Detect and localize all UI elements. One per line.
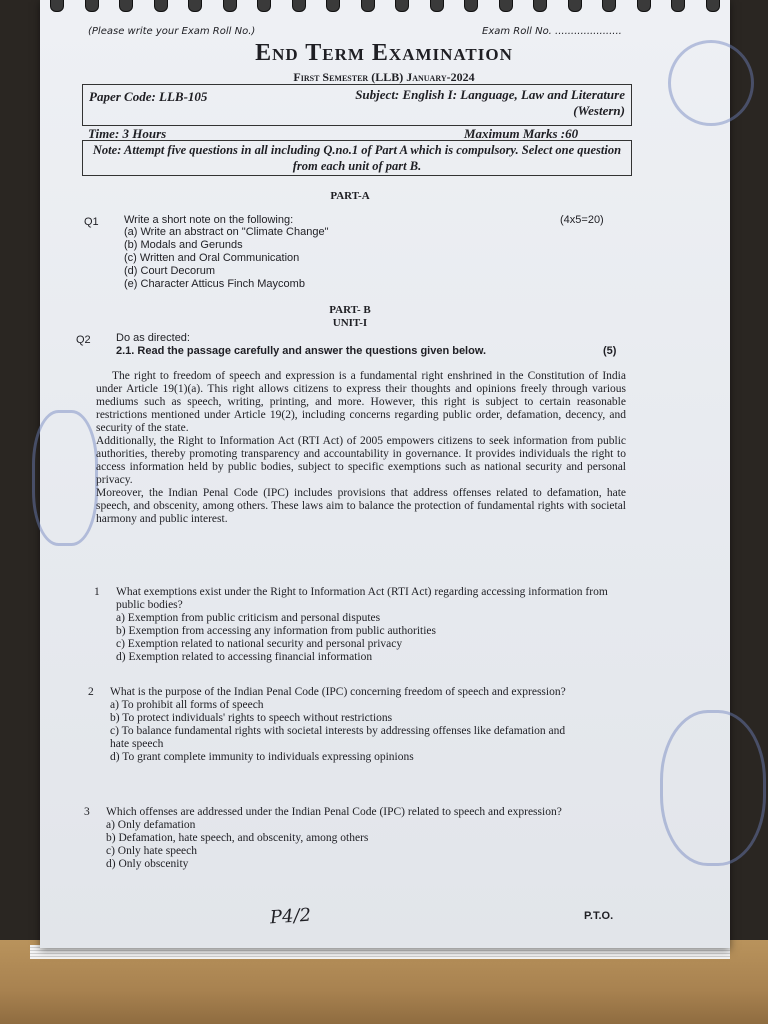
q2-directive: Do as directed: [116,332,190,344]
paper-code: Paper Code: LLB-105 [89,89,208,104]
mcq-2 [88,686,628,764]
mcq-1 [94,586,634,664]
roll-instruction: (Please write your Exam Roll No.) [88,26,256,37]
mcq-option: a) Exemption from public criticism and personal disputes [116,612,381,624]
q1-item: (d) Court Decorum [124,265,216,277]
q1-number: Q1 [84,216,99,228]
subject: Subject: English I: Language, Law and Literature (Western) [355,87,625,118]
mcq-option: a) To prohibit all forms of speech [110,699,264,711]
part-b-heading: PART- B [329,304,371,316]
mcq-option: c) Only hate speech [106,845,198,857]
mcq-option: b) To protect individuals' rights to speech without restrictions [110,712,393,724]
mcq-option: d) To grant complete immunity to individuals expressing opinions [110,751,414,763]
unit-heading: UNIT-I [332,317,368,329]
mcq-question: What exemptions exist under the Right to Information Act (RTI Act) regarding accessing information from public bodies? [116,586,608,611]
mcq-option: c) Exemption related to national security and personal privacy [116,638,403,650]
mcq-number: 1 [94,586,100,598]
maximum-marks: Maximum Marks :60 [464,126,579,141]
spiral-binding [40,0,730,12]
mcq-option: b) Defamation, hate speech, and obscenity, among others [106,832,369,844]
pto-label: P.T.O. [584,910,614,922]
mcq-number: 3 [84,806,90,818]
mcq-number: 2 [88,686,94,698]
semester-line: First Semester (LLB) January-2024 [293,70,475,84]
q1-item: (e) Character Atticus Finch Maycomb [124,278,305,290]
time-allowed: Time: 3 Hours [88,126,167,141]
mcq-option: b) Exemption from accessing any information from public authorities [116,625,437,637]
q1-item: (b) Modals and Gerunds [124,239,243,251]
passage-paragraph: Moreover, the Indian Penal Code (IPC) includes provisions that address offenses related to defamation, hate speech, and obscenity, among others. These laws aim to balance the protection of fundamental rights with societal harmony and public interest. [96,487,626,525]
mcq-option: d) Exemption related to accessing financial information [116,651,373,663]
q2-sub-question: 2.1. Read the passage carefully and answer the questions given below. [116,345,487,357]
reading-passage [96,370,626,526]
handwritten-page-mark: P4/2 [269,904,312,929]
mcq-option: d) Only obscenity [106,858,189,870]
passage-paragraph: The right to freedom of speech and expression is a fundamental right enshrined in the Constitution of India under Article 19(1)(a). This right allows citizens to express their thoughts and opinions freely through various mediums such as speech, writing, printing, and more. However, this right is subject to certain reasonable restrictions mentioned under Article 19(2), including concerns regarding public order, defamation, decency, and security of the state. [96,370,626,434]
q1-items [124,226,328,291]
part-a-heading: PART-A [330,190,370,202]
q2-number: Q2 [76,334,91,346]
mcq-3 [84,806,629,871]
instructions-note: Note: Attempt five questions in all including Q.no.1 of Part A which is compulsory. Select one question from each unit of part B. [82,140,632,176]
q1-marks: (4x5=20) [560,214,604,226]
institute-stamp-right [660,710,766,866]
q1-item: (a) Write an abstract on "Climate Change" [124,226,329,238]
mcq-question: Which offenses are addressed under the Indian Penal Code (IPC) related to speech and expression? [106,806,562,818]
mcq-question: What is the purpose of the Indian Penal Code (IPC) concerning freedom of speech and expression? [110,686,566,698]
mcq-option: a) Only defamation [106,819,196,831]
exam-roll-field: Exam Roll No. ..................... [482,26,622,37]
mcq-option: c) To balance fundamental rights with societal interests by addressing offenses like defamation and hate speech [110,725,566,750]
passage-paragraph: Additionally, the Right to Information Act (RTI Act) of 2005 empowers citizens to seek information from public authorities, thereby promoting transparency and accountability in governance. It provides individuals the right to access information held by public bodies, subject to specific exemptions such as national security and personal privacy. [96,435,626,486]
q1-text: Write a short note on the following: [124,214,294,226]
institute-stamp-left [32,410,98,546]
exam-title: End Term Examination [255,40,513,66]
paper-info-box [82,84,632,126]
q2-sub-marks: (5) [603,345,617,357]
q1-item: (c) Written and Oral Communication [124,252,300,264]
